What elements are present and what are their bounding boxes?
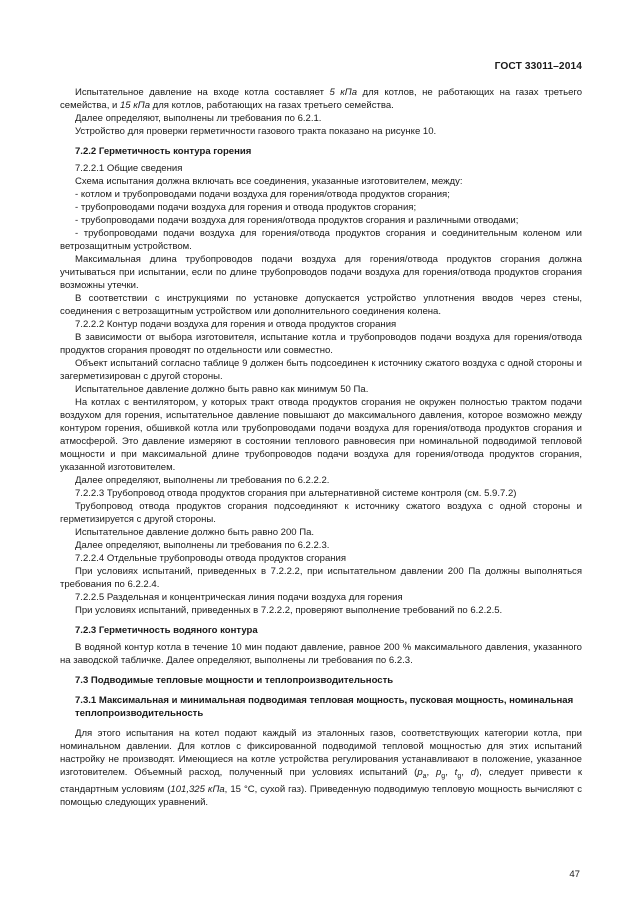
body-paragraph: При условиях испытаний, приведенных в 7.2.2.2, при испытательном давлении 200 Па должны выполняться требования по 6.2.2.4.: [60, 566, 582, 590]
body-paragraph: Устройство для проверки герметичности газового тракта показано на рисунке 10.: [75, 126, 437, 137]
body-paragraph: Испытательное давление должно быть равно 200 Па.: [75, 527, 315, 538]
body-paragraph: Для этого испытания на котел подают каждый из эталонных газов, соответствующих категории котла, при номинальном давлении. Для котлов с фиксированной подводимой тепловой мощностью для этих испытаний настройку не производят. Имеющиеся на котле устройства регулирования устанавливают в положение, указанное изготовителем. Объемный расход, полученный при условиях испытаний ($p_a$, $p_g$, $t_g$, d), следует привести к стандартным условиям (101,325 кПа, 15 °С, сухой газ). Приведенную подводимую тепловую мощность вычисляют с помощью следующих уравнений.: [60, 728, 582, 808]
body-paragraph: Испытательное давление должно быть равно как минимум 50 Па.: [75, 384, 369, 395]
body-paragraph: Далее определяют, выполнены ли требования по 6.2.2.2.: [75, 475, 330, 486]
section-heading: 7.3 Подводимые тепловые мощности и теплопроизводительность: [75, 675, 394, 686]
body-paragraph: 7.2.2.2 Контур подачи воздуха для горения и отвода продуктов сгорания: [75, 319, 397, 330]
body-paragraph: - трубопроводами подачи воздуха для горения/отвода продуктов сгорания и различными отводами;: [75, 215, 519, 226]
body-paragraph: 7.2.2.3 Трубопровод отвода продуктов сгорания при альтернативной системе контроля (см. 5.9.7.2): [75, 488, 517, 499]
section-heading: 7.2.2 Герметичность контура горения: [75, 146, 252, 157]
body-paragraph: В зависимости от выбора изготовителя, испытание котла и трубопроводов подачи воздуха для горения/отвода продуктов сгорания проводят по отдельности или совместно.: [60, 332, 582, 356]
body-paragraph: При условиях испытаний, приведенных в 7.2.2.2, проверяют выполнение требований по 6.2.2.5.: [75, 605, 503, 616]
section-heading: 7.2.3 Герметичность водяного контура: [75, 625, 258, 636]
body-paragraph: Далее определяют, выполнены ли требования по 6.2.1.: [75, 113, 322, 124]
body-paragraph: - трубопроводами подачи воздуха для горения и отвода продуктов сгорания;: [75, 202, 417, 213]
body-paragraph: Трубопровод отвода продуктов сгорания подсоединяют к источнику сжатого воздуха с одной стороны и герметизируется с другой стороны.: [60, 501, 582, 525]
body-paragraph: 7.2.2.5 Раздельная и концентрическая линия подачи воздуха для горения: [75, 592, 403, 603]
page-number: 47: [569, 869, 580, 880]
body-paragraph: Схема испытания должна включать все соединения, указанные изготовителем, между:: [75, 176, 463, 187]
document-header: ГОСТ 33011–2014: [494, 61, 582, 72]
body-paragraph: 7.2.2.4 Отдельные трубопроводы отвода продуктов сгорания: [75, 553, 347, 564]
subsection-heading: 7.3.1 Максимальная и минимальная подводимая тепловая мощность, пусковая мощность, номинальная теплопроизводительность: [75, 695, 574, 719]
body-paragraph: - трубопроводами подачи воздуха для горения/отвода продуктов сгорания и соединительным коленом или ветрозащитным устройством.: [60, 228, 582, 252]
body-paragraph: В водяной контур котла в течение 10 мин подают давление, равное 200 % максимального давления, указанного на заводской табличке. Далее определяют, выполнены ли требования по 6.2.3.: [60, 642, 582, 666]
document-body: [60, 86, 582, 809]
body-paragraph: Испытательное давление на входе котла составляет 5 кПа для котлов, не работающих на газах третьего семейства, и 15 кПа для котлов, работающих на газах третьего семейства.: [60, 87, 582, 111]
body-paragraph: 7.2.2.1 Общие сведения: [75, 163, 183, 174]
body-paragraph: В соответствии с инструкциями по установке допускается устройство уплотнения вводов через стены, соединения с ветрозащитным устройством или дополнительного соединения колена.: [60, 293, 582, 317]
body-paragraph: Далее определяют, выполнены ли требования по 6.2.2.3.: [75, 540, 330, 551]
spacer: [60, 720, 582, 727]
body-paragraph: На котлах с вентилятором, у которых тракт отвода продуктов сгорания не окружен полностью трактом подачи воздухом для горения, испытательное давление повышают до максимального давления, которое возможно между контуром горения, обшивкой котла или трубопроводами подачи воздуха для горения/отвода продуктов сгорания и атмосферой. Это давление измеряют в состоянии теплового равновесия при номинальной подводимой тепловой мощности и при максимальной длине трубопроводов подачи воздуха для горения/отвода продуктов сгорания, указанной изготовителем.: [60, 397, 582, 473]
body-paragraph: - котлом и трубопроводами подачи воздуха для горения/отвода продуктов сгорания;: [75, 189, 450, 200]
body-paragraph: Максимальная длина трубопроводов подачи воздуха для горения/отвода продуктов сгорания должна учитываться при испытании, если по длине трубопроводов подачи воздуха для горения/отвода продуктов сгорания возможны утечки.: [60, 254, 582, 291]
body-paragraph: Объект испытаний согласно таблице 9 должен быть подсоединен к источнику сжатого воздуха с одной стороны и загерметизирован с другой стороны.: [60, 358, 582, 382]
